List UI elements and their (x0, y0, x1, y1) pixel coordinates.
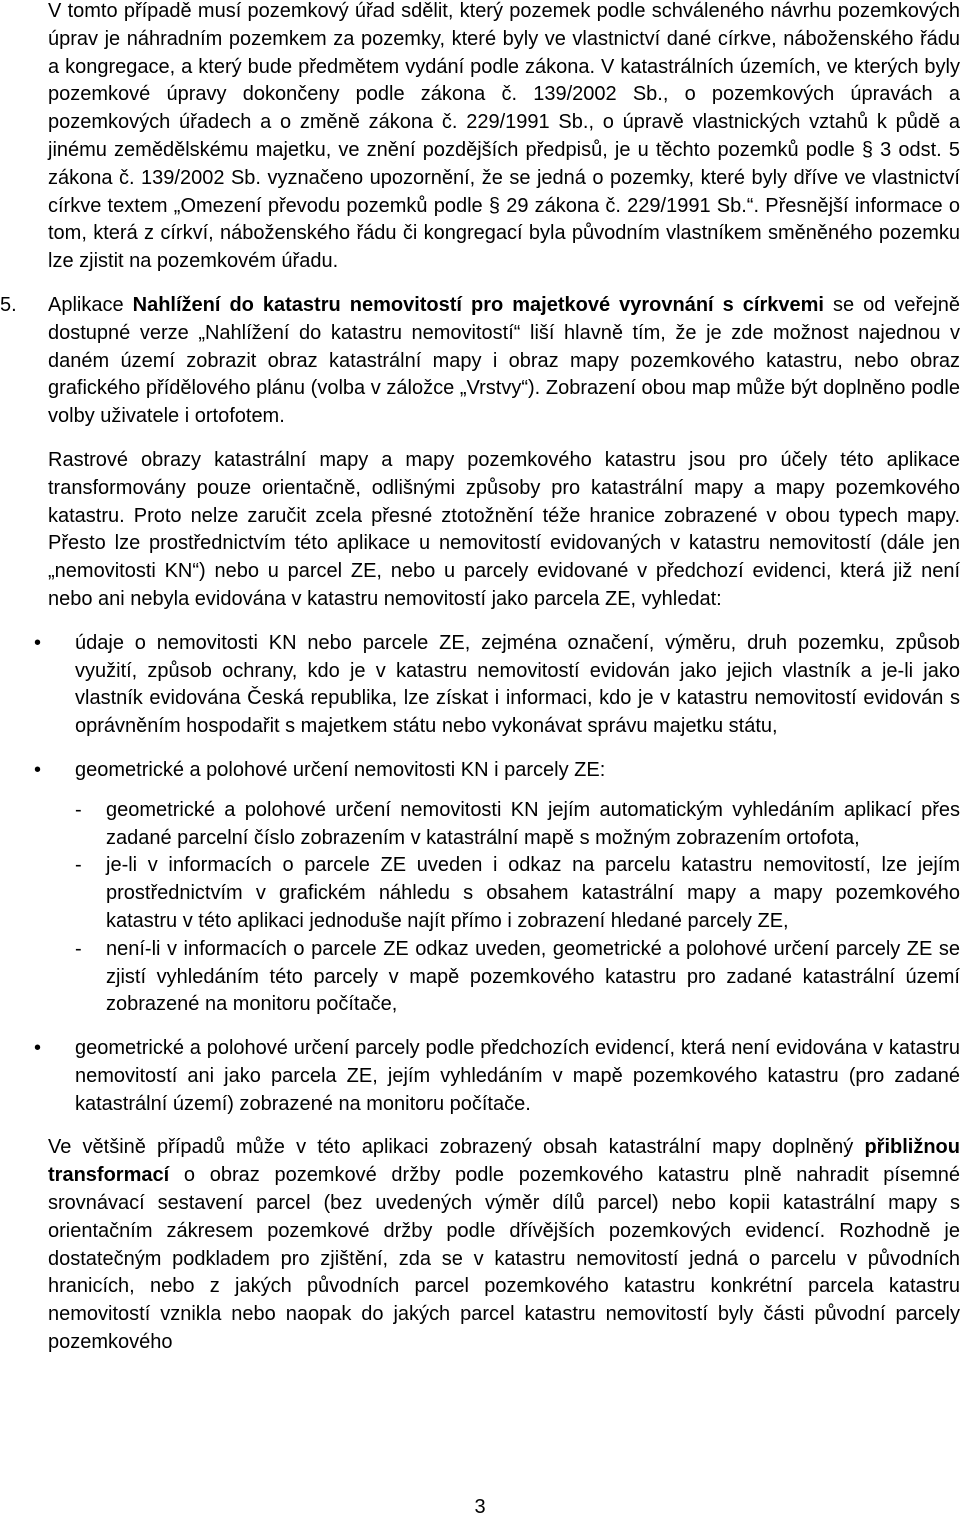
dash-icon: - (75, 937, 82, 960)
bold-term: přibližnou transformací (48, 1136, 960, 1187)
page-number: 3 (474, 1496, 486, 1518)
paragraph-approximate-transformation (48, 1134, 960, 1356)
application-name-bold: Nahlížení do katastru nemovitostí pro majetkové vyrovnání s církvemi (132, 293, 824, 316)
bullet-list (34, 630, 960, 1119)
paragraph-text-start: Ve většině případů může v této aplikaci zobrazený obsah katastrální mapy doplněný (48, 1136, 865, 1159)
paragraph-raster-maps: Rastrové obrazy katastrální mapy a mapy pozemkového katastru jsou pro účely této aplikace transformovány pouze orientačně, odlišnými způsoby pro katastrální mapy a mapy pozemkového katastru. Proto nelze zaručit zcela přesné ztotožnění téže hranice zobrazené v obou typech mapy. Přesto lze prostřednictvím této aplikace u nemovitostí evidovaných v katastru nemovitostí (dále jen „nemovitosti KN“) nebo u parcel ZE, nebo u parcely evidované v předchozí evidenci, která již není nebo ani nebyla evidována v katastru nemovitostí jako parcela ZE, vyhledat: (48, 448, 960, 610)
numbered-item-5 (0, 292, 960, 431)
dash-item (75, 936, 960, 1019)
dash-item (75, 852, 960, 935)
paragraph-text: V tomto případě musí pozemkový úřad sdělit, který pozemek podle schváleného návrhu pozemkových úprav je náhradním pozemkem za pozemky, které byly ve vlastnictví dané církve, náboženského řádu a kongregace, a který bude předmětem vydání podle zákona. V katastrálních územích, ve kterých byly pozemkové úpravy dokončeny podle zákona č. 139/2002 Sb., o pozemkových úpravách a pozemkových úřadech a o změně zákona č. 229/1991 Sb., o úpravě vlastnických vztahů k půdě a jinému zemědělskému majetku, ve znění pozdějších předpisů, je u těchto pozemků podle § 3 odst. 5 zákona č. 139/2002 Sb. vyznačeno upozornění, že se jedná o pozemky, které byly dříve ve vlastnictví církve textem „Omezení převodu pozemků podle § 29 zákona č. 229/1991 Sb.“. Přesnější informace o tom, která z církví, náboženského řádu či kongregací byla původním vlastníkem směněného pozemku lze zjistit na pozemkovém úřadu. (48, 0, 960, 273)
bullet-item (34, 630, 960, 741)
bullet-item (34, 757, 960, 1019)
dash-text: je-li v informacích o parcele ZE uveden i odkaz na parcelu katastru nemovitostí, lze jejím prostřednictvím v grafickém náhledu s obsahem katastrální mapy a mapy pozemkového katastru v této aplikaci jednoduše najít přímo i zobrazení hledané parcely ZE, (106, 854, 960, 932)
dash-icon: - (75, 798, 82, 821)
bullet-text: údaje o nemovitosti KN nebo parcele ZE, zejména označení, výměru, druh pozemku, způsob využití, způsob ochrany, kdo je v katastru nemovitostí evidován jako jejich vlastník a je-li jako vlastník evidována Česká republika, lze získat i informaci, kdo je v katastru nemovitostí evidován s oprávněním hospodařit s majetkem státu nebo vykonávat správu majetku státu, (75, 631, 960, 738)
dash-item (75, 797, 960, 853)
dash-icon: - (75, 854, 82, 877)
dash-list (75, 797, 960, 1019)
paragraph-church-land (48, 0, 960, 276)
item-text-start: Aplikace (48, 293, 133, 316)
paragraph-text-rest: o obraz pozemkové držby podle pozemkového katastru plně nahradit písemné srovnávací sestavení parcel (bez uvedených výměr dílů parcel) nebo kopii katastrální mapy s orientačním zákresem pozemkové držby podle dřívějších pozemkových evidencí. Rozhodně je dostatečným podkladem pro zjištění, zda se v katastru nemovitostí jedná o parcelu v původních hranicích, nebo z jakých původních parcel pozemkového katastru konkrétní parcela katastru nemovitostí vznikla nebo naopak do jakých parcel katastru nemovitostí byly části původní parcely pozemkového (48, 1164, 960, 1354)
bullet-icon: • (34, 1037, 42, 1060)
bullet-item (34, 1035, 960, 1118)
bullet-text: geometrické a polohové určení nemovitosti KN i parcely ZE: (75, 758, 606, 781)
bullet-icon: • (34, 631, 42, 654)
bullet-icon: • (34, 758, 42, 781)
item-text-rest: se od veřejně dostupné verze „Nahlížení do katastru nemovitostí“ liší hlavně tím, že je zde možnost najednou v daném území zobrazit obraz katastrální mapy i obraz mapy pozemkového katastru, nebo obraz grafického přídělového plánu (volba v záložce „Vrstvy“). Zobrazení obou map může být doplněno podle volby uživatele i ortofotem. (48, 293, 960, 428)
bullet-text: geometrické a polohové určení parcely podle předchozích evidencí, která není evidována v katastru nemovitostí ani jako parcela ZE, jejím vyhledáním v mapě pozemkového katastru (pro zadané katastrální území) zobrazené na monitoru počítače. (75, 1037, 960, 1115)
dash-text: není-li v informacích o parcele ZE odkaz uveden, geometrické a polohové určení parcely ZE se zjistí vyhledáním této parcely v mapě pozemkového katastru pro zadané katastrální území zobrazené na monitoru počítače, (106, 937, 960, 1016)
dash-text: geometrické a polohové určení nemovitosti KN jejím automatickým vyhledáním aplikací přes zadané parcelní číslo zobrazením v katastrální mapě s možným zobrazením ortofota, (106, 798, 960, 849)
item-number: 5. (0, 293, 17, 316)
